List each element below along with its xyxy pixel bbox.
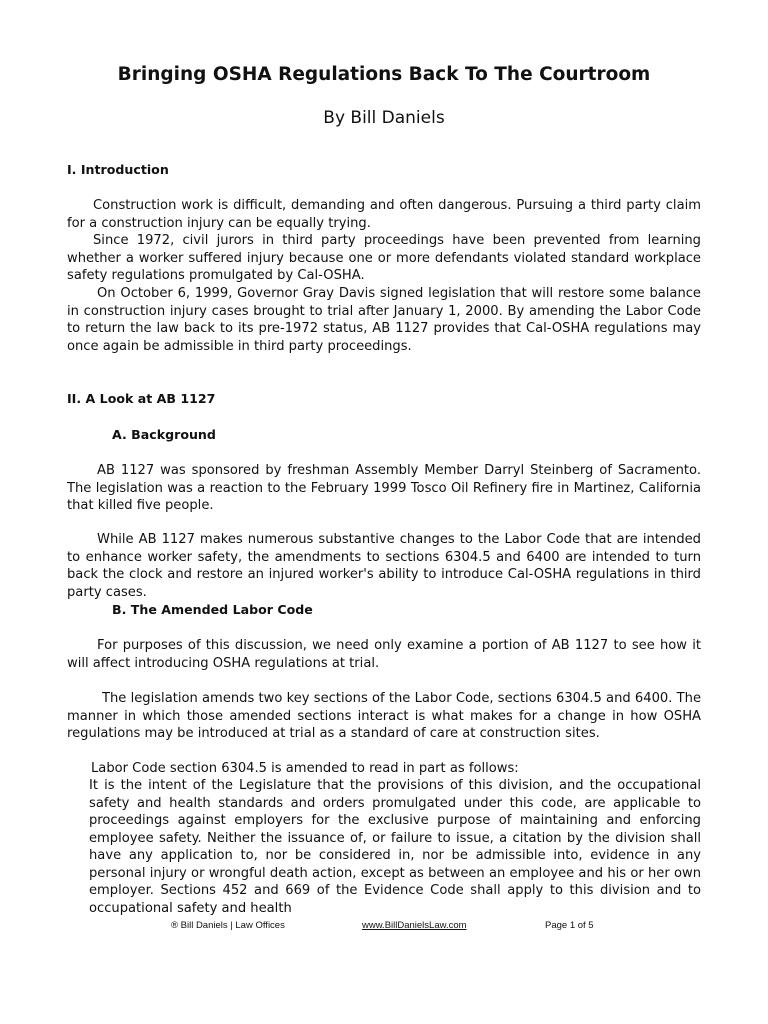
subsection-heading-background: A. Background (112, 427, 216, 442)
intro-paragraph-3: On October 6, 1999, Governor Gray Davis signed legislation that will restore some balance in construction injury cases brought to trial after January 1, 2000. By amending the Labor Code to return the law back to its pre-1972 status, AB 1127 provides that Cal-OSHA regulations may once again be admissible in third party proceedings. (67, 286, 701, 354)
footer-website-link[interactable]: www.BillDanielsLaw.com (362, 920, 467, 931)
statute-quote: It is the intent of the Legislature that the provisions of this division, and the occupational safety and health standards and orders promulgated under this code, are applicable to proceedings against employers for the exclusive purpose of maintaining and enforcing employee safety. Neither the issuance of, or failure to issue, a citation by the division shall have any application to, nor be considered in, nor be admissible into, evidence in any personal injury or wrongful death action, except as between an employee and his or her own employer. Sections 452 and 669 of the Evidence Code shall apply to this division and to occupational safety and health (89, 778, 701, 916)
background-paragraph-2: While AB 1127 makes numerous substantive changes to the Labor Code that are intended to enhance worker safety, the amendments to sections 6304.5 and 6400 are intended to turn back the clock and restore an injured worker's ability to introduce Cal-OSHA regulations in third party cases. (67, 532, 701, 600)
document-title: Bringing OSHA Regulations Back To The Courtroom (117, 64, 651, 85)
background-paragraph-1: AB 1127 was sponsored by freshman Assembly Member Darryl Steinberg of Sacramento. The legislation was a reaction to the February 1999 Tosco Oil Refinery fire in Martinez, California that killed five people. (67, 463, 701, 513)
section-heading-ab1127: II. A Look at AB 1127 (67, 391, 216, 406)
amended-paragraph-1: For purposes of this discussion, we need only examine a portion of AB 1127 to see how it will affect introducing OSHA regulations at trial. (67, 638, 701, 671)
author-byline: By Bill Daniels (323, 108, 445, 128)
intro-paragraph-1: Construction work is difficult, demanding and often dangerous. Pursuing a third party claim for a construction injury can be equally trying. (67, 198, 701, 231)
subsection-heading-amended-labor-code: B. The Amended Labor Code (112, 602, 313, 617)
quote-intro: Labor Code section 6304.5 is amended to read in part as follows: (91, 761, 519, 776)
intro-paragraph-2: Since 1972, civil jurors in third party proceedings have been prevented from learning whether a worker suffered injury because one or more defendants violated standard workplace safety regulations promulgated by Cal-OSHA. (67, 233, 701, 283)
footer-copyright: ® Bill Daniels | Law Offices (171, 920, 285, 931)
section-heading-introduction: I. Introduction (67, 162, 169, 177)
amended-paragraph-2: The legislation amends two key sections of the Labor Code, sections 6304.5 and 6400. The manner in which those amended sections interact is what makes for a change in how OSHA regulations may be introduced at trial as a standard of care at construction sites. (67, 691, 701, 741)
footer-page-number: Page 1 of 5 (545, 920, 594, 931)
